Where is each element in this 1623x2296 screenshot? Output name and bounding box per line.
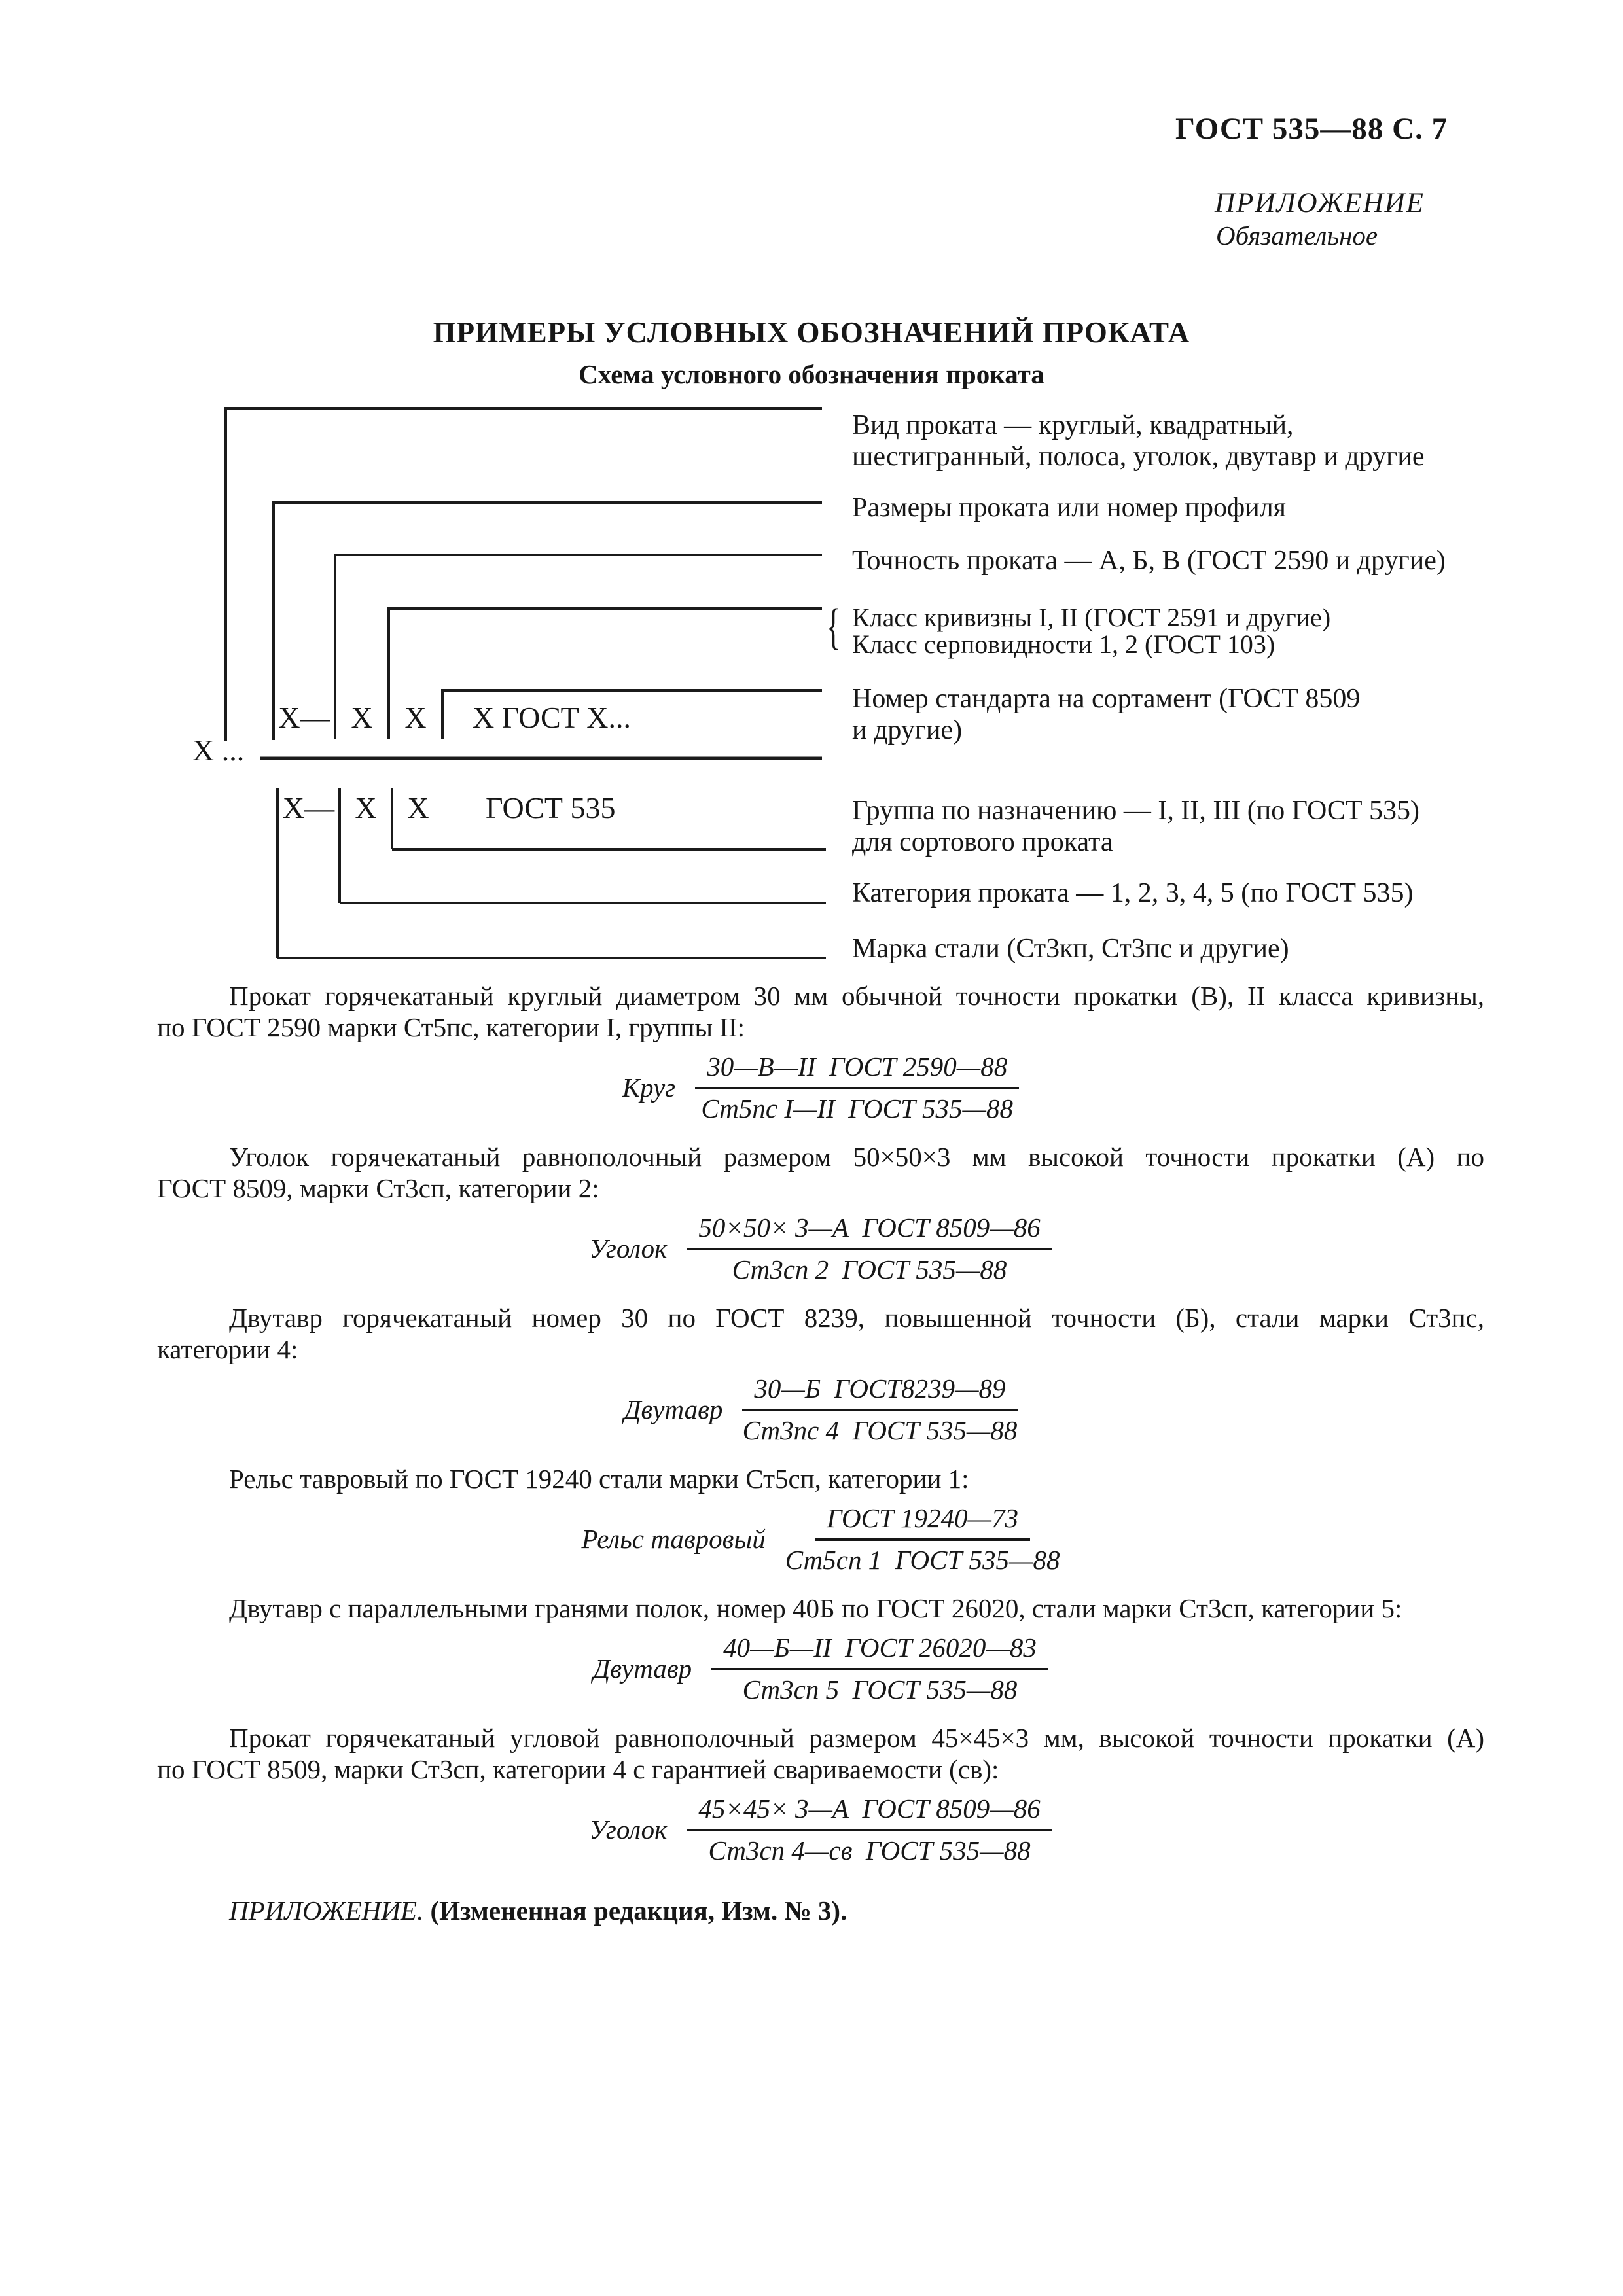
formula-denominator: Ст3сп 2 ГОСТ 535—88 bbox=[732, 1254, 1007, 1284]
formula-fraction bbox=[785, 1502, 1060, 1576]
formula-label: Круг bbox=[622, 1072, 676, 1103]
designation-scheme-diagram bbox=[0, 393, 1623, 988]
formula-denominator: Ст5пс I—II ГОСТ 535—88 bbox=[701, 1093, 1014, 1123]
label-klass: Класс кривизны I, II (ГОСТ 2591 и другие) Класс серповидности 1, 2 (ГОСТ 103) bbox=[852, 603, 1331, 659]
designation-formula bbox=[157, 1373, 1484, 1446]
page-title: ПРИМЕРЫ УСЛОВНЫХ ОБОЗНАЧЕНИЙ ПРОКАТА bbox=[433, 316, 1190, 349]
label-nomer-standarta: Номер стандарта на сортамент (ГОСТ 8509 и другие) bbox=[852, 684, 1361, 745]
label-gruppa: Группа по назначению — I, II, III (по ГОСТ 535) для сортового проката bbox=[852, 796, 1420, 857]
formula-label: Двутавр bbox=[624, 1394, 723, 1424]
designation-cell-standard: Х ГОСТ Х... bbox=[473, 701, 631, 734]
page-header-ref: ГОСТ 535—88 С. 7 bbox=[1175, 112, 1448, 146]
formula-label: Уголок bbox=[589, 1814, 668, 1845]
example-paragraph: Двутавр с параллельными гранями полок, номер 40Б по ГОСТ 26020, стали марки Ст3сп, категории 5: bbox=[229, 1593, 1402, 1623]
example-paragraph: Рельс тавровый по ГОСТ 19240 стали марки Ст5сп, категории 1: bbox=[229, 1464, 969, 1494]
formula-fraction bbox=[695, 1051, 1019, 1124]
amendment-note: ПРИЛОЖЕНИЕ. (Измененная редакция, Изм. № 3). bbox=[229, 1896, 847, 1926]
designation-formula bbox=[157, 1051, 1484, 1124]
example-paragraph: Уголок горячекатаный равнополочный размером 50×50×3 мм высокой точности прокатки (А) по ГОСТ 8509, марки Ст3сп, категории 2: bbox=[157, 1142, 1484, 1203]
formula-numerator: 45×45× 3—А ГОСТ 8509—86 bbox=[687, 1793, 1052, 1831]
designation-cell-size: Х— bbox=[278, 701, 330, 734]
designation-cell-curvature: Х bbox=[404, 701, 427, 734]
designation-prefix: Х ... bbox=[192, 733, 245, 767]
label-tochnost: Точность проката — А, Б, В (ГОСТ 2590 и другие) bbox=[852, 546, 1446, 576]
formula-fraction bbox=[711, 1632, 1048, 1705]
formula-numerator: 50×50× 3—А ГОСТ 8509—86 bbox=[687, 1212, 1052, 1250]
formula-denominator: Ст3сп 5 ГОСТ 535—88 bbox=[742, 1674, 1018, 1704]
label-kategoriya: Категория проката — 1, 2, 3, 4, 5 (по ГОСТ 535) bbox=[852, 878, 1414, 908]
page-subtitle: Схема условного обозначения проката bbox=[579, 359, 1044, 389]
designation-cell-accuracy: Х bbox=[351, 701, 373, 734]
formula-fraction bbox=[687, 1212, 1052, 1285]
designation-cell-grade: Х— bbox=[282, 791, 335, 824]
formula-denominator: Ст3пс 4 ГОСТ 535—88 bbox=[742, 1415, 1018, 1445]
designation-formula bbox=[157, 1502, 1484, 1576]
label-razmery: Размеры проката или номер профиля bbox=[852, 493, 1286, 523]
appendix-type-label: Обязательное bbox=[1216, 221, 1378, 251]
formula-fraction bbox=[742, 1373, 1017, 1446]
formula-denominator: Ст3сп 4—св ГОСТ 535—88 bbox=[708, 1835, 1031, 1865]
designation-formula bbox=[157, 1212, 1484, 1285]
example-paragraph: Прокат горячекатаный угловой равнополочный размером 45×45×3 мм, высокой точности прокатки (А) по ГОСТ 8509, марки Ст3сп, категории 4 с гарантией свариваемости (св): bbox=[157, 1723, 1484, 1784]
designation-cell-category: Х bbox=[355, 791, 377, 824]
formula-label: Уголок bbox=[589, 1233, 668, 1263]
designation-formula bbox=[157, 1632, 1484, 1705]
formula-numerator: 30—Б ГОСТ8239—89 bbox=[742, 1373, 1017, 1411]
designation-cell-group: Х bbox=[407, 791, 429, 824]
formula-numerator: 40—Б—II ГОСТ 26020—83 bbox=[711, 1632, 1048, 1670]
example-paragraph: Двутавр горячекатаный номер 30 по ГОСТ 8239, повышенной точности (Б), стали марки Ст3пс, категории 4: bbox=[157, 1303, 1484, 1364]
appendix-label: ПРИЛОЖЕНИЕ bbox=[1215, 188, 1425, 219]
formula-numerator: 30—В—II ГОСТ 2590—88 bbox=[695, 1051, 1019, 1089]
designation-cell-gost535: ГОСТ 535 bbox=[486, 791, 616, 824]
formula-numerator: ГОСТ 19240—73 bbox=[815, 1502, 1030, 1541]
formula-denominator: Ст5сп 1 ГОСТ 535—88 bbox=[785, 1545, 1060, 1575]
curly-brace-icon: { bbox=[826, 599, 842, 655]
formula-fraction bbox=[687, 1793, 1052, 1866]
example-paragraph: Прокат горячекатаный круглый диаметром 30 мм обычной точности прокатки (В), II класса кривизны, по ГОСТ 2590 марки Ст5пс, категории I, группы II: bbox=[157, 981, 1484, 1042]
formula-label: Двутавр bbox=[593, 1653, 692, 1684]
label-vid-prokata: Вид проката — круглый, квадратный, шестигранный, полоса, уголок, двутавр и другие bbox=[852, 410, 1425, 472]
designation-formula bbox=[157, 1793, 1484, 1866]
examples-section bbox=[0, 980, 1623, 1926]
formula-label: Рельс тавровый bbox=[581, 1524, 766, 1554]
label-marka-stali: Марка стали (Ст3кп, Ст3пс и другие) bbox=[852, 934, 1289, 964]
